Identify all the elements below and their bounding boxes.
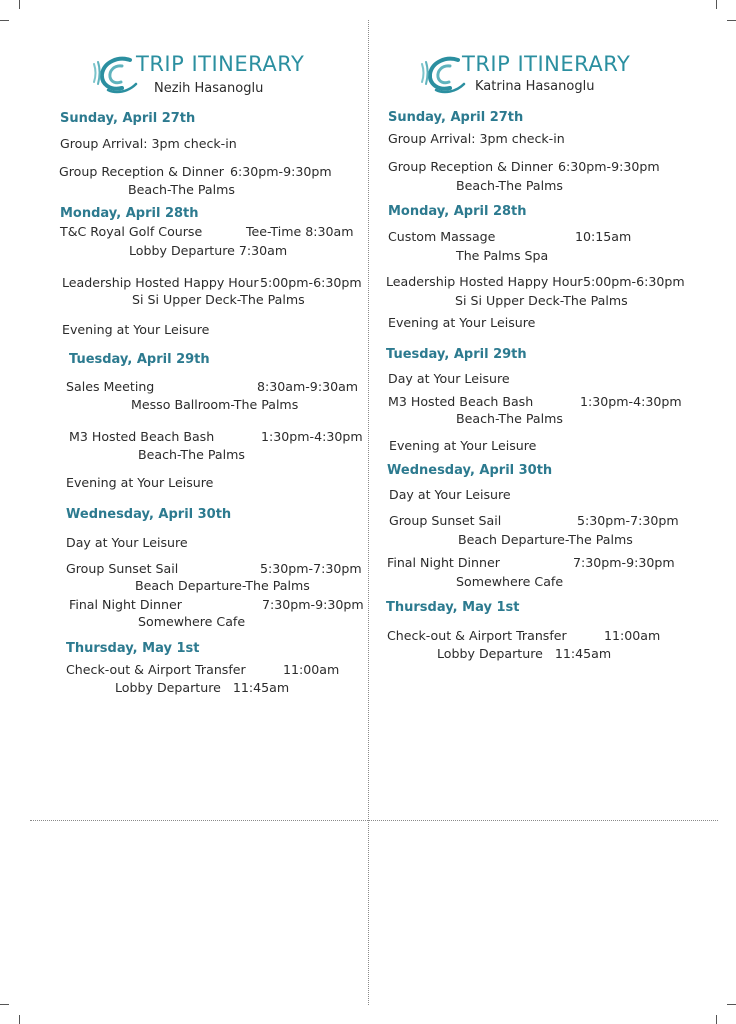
day-heading: Thursday, May 1st: [66, 641, 200, 656]
traveler-name: Nezih Hasanoglu: [154, 81, 264, 96]
event-time: 10:15am: [575, 229, 632, 244]
day-heading: Monday, April 28th: [388, 204, 527, 219]
event-title: Group Arrival: 3pm check-in: [388, 131, 565, 146]
event-time: 11:00am: [283, 662, 340, 677]
event-time: 5:30pm-7:30pm: [577, 513, 679, 528]
event-title: Check-out & Airport Transfer: [387, 628, 567, 643]
event-title: Leadership Hosted Happy Hour: [62, 275, 259, 290]
event-title: Custom Massage: [388, 229, 496, 244]
event-title: Evening at Your Leisure: [62, 322, 210, 337]
crop-mark: [716, 0, 717, 9]
vertical-cut-line: [368, 20, 369, 1005]
event-location: Beach Departure-The Palms: [458, 532, 633, 547]
event-title: Leadership Hosted Happy Hour: [386, 274, 583, 289]
day-heading: Monday, April 28th: [60, 206, 199, 221]
wave-icon: [420, 54, 466, 94]
event-title: Group Reception & Dinner: [388, 159, 553, 174]
event-time: 7:30pm-9:30pm: [262, 597, 364, 612]
event-title: Day at Your Leisure: [389, 487, 511, 502]
event-time: 8:30am-9:30am: [257, 379, 359, 394]
event-location: Somewhere Cafe: [456, 574, 564, 589]
event-location: Si Si Upper Deck-The Palms: [455, 293, 628, 308]
event-title: Group Sunset Sail: [66, 561, 179, 576]
event-time: 6:30pm-9:30pm: [558, 159, 660, 174]
event-title: Check-out & Airport Transfer: [66, 662, 246, 677]
event-time: 6:30pm-9:30pm: [230, 164, 332, 179]
event-title: Evening at Your Leisure: [66, 475, 214, 490]
event-location: Beach-The Palms: [138, 447, 245, 462]
day-heading: Thursday, May 1st: [386, 600, 520, 615]
day-heading: Sunday, April 27th: [388, 110, 524, 125]
day-heading: Wednesday, April 30th: [387, 463, 553, 478]
event-title: Evening at Your Leisure: [388, 315, 536, 330]
event-title: Group Reception & Dinner: [59, 164, 224, 179]
event-location: Lobby Departure 11:45am: [437, 646, 612, 661]
day-heading: Tuesday, April 29th: [386, 347, 527, 362]
day-heading: Tuesday, April 29th: [69, 352, 210, 367]
event-title: T&C Royal Golf Course: [60, 224, 203, 239]
day-heading: Wednesday, April 30th: [66, 507, 232, 522]
traveler-name: Katrina Hasanoglu: [475, 79, 595, 94]
event-time: 5:00pm-6:30pm: [583, 274, 685, 289]
event-location: Si Si Upper Deck-The Palms: [132, 292, 305, 307]
day-heading: Sunday, April 27th: [60, 111, 196, 126]
event-location: Beach-The Palms: [456, 178, 563, 193]
event-title: M3 Hosted Beach Bash: [388, 394, 534, 409]
event-location: Messo Ballroom-The Palms: [131, 397, 299, 412]
crop-mark: [727, 20, 736, 21]
event-title: Day at Your Leisure: [388, 371, 510, 386]
logo-title: TRIP ITINERARY: [136, 52, 305, 76]
event-title: Group Arrival: 3pm check-in: [60, 136, 237, 151]
event-location: The Palms Spa: [456, 248, 549, 263]
crop-mark: [727, 1004, 736, 1005]
event-title: Evening at Your Leisure: [389, 438, 537, 453]
event-title: Day at Your Leisure: [66, 535, 188, 550]
event-time: 11:00am: [604, 628, 661, 643]
crop-mark: [19, 1015, 20, 1024]
event-location: Beach Departure-The Palms: [135, 578, 310, 593]
crop-mark: [0, 1004, 9, 1005]
event-time: 1:30pm-4:30pm: [580, 394, 682, 409]
crop-mark: [716, 1015, 717, 1024]
event-title: Group Sunset Sail: [389, 513, 502, 528]
event-title: Final Night Dinner: [69, 597, 182, 612]
logo-title: TRIP ITINERARY: [462, 52, 631, 76]
event-time: Tee-Time 8:30am: [246, 224, 354, 239]
event-time: 1:30pm-4:30pm: [261, 429, 363, 444]
event-time: 5:30pm-7:30pm: [260, 561, 362, 576]
event-location: Beach-The Palms: [128, 182, 235, 197]
event-title: Sales Meeting: [66, 379, 155, 394]
horizontal-cut-line: [30, 820, 718, 821]
event-time: 5:00pm-6:30pm: [260, 275, 362, 290]
event-location: Lobby Departure 11:45am: [115, 680, 290, 695]
event-location: Lobby Departure 7:30am: [129, 243, 288, 258]
event-time: 7:30pm-9:30pm: [573, 555, 675, 570]
event-location: Beach-The Palms: [456, 411, 563, 426]
event-location: Somewhere Cafe: [138, 614, 246, 629]
event-title: M3 Hosted Beach Bash: [69, 429, 215, 444]
event-title: Final Night Dinner: [387, 555, 500, 570]
